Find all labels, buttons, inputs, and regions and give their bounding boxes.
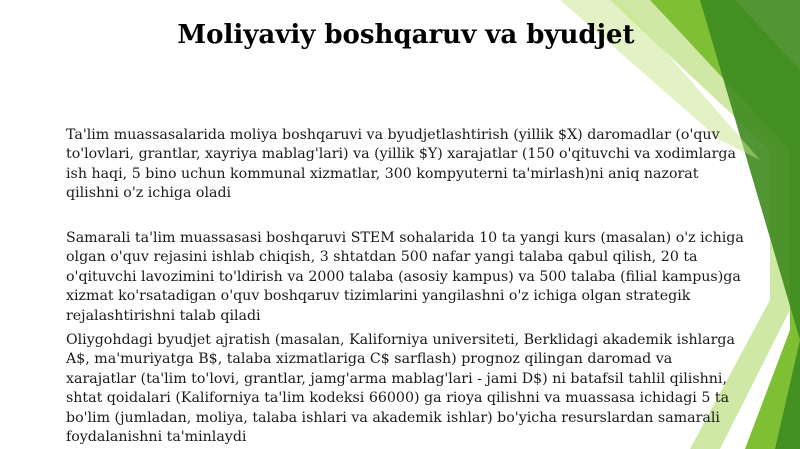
paragraph-1: Ta'lim muassasalarida moliya boshqaruvi va byudjetlashtirish (yillik $X) daromadlar (o'quv to'lovlari, grantlar, xayriya mablag'lari) va (yillik $Y) xarajatlar (150 o'qituvchi va xodimlarga ish haqi, 5 bino uchun kommunal xizmatlar, 300 kompyuterni ta'mirlash)ni aniq nazorat qilishni o'z ichiga oladi [66, 127, 736, 202]
slide-title: Moliyaviy boshqaruv va byudjet [177, 20, 635, 50]
paragraph-3: Oliygohdagi byudjet ajratish (masalan, Kaliforniya universiteti, Berklidagi akademik ishlarga A$, ma'muriyatga B$, talaba xizmatlariga C$ sarflash) prognoz qilingan daromad va xarajatlar (ta'lim to'lovi, grantlar, jamg'arma mablag'lari - jami D$) ni batafsil tahlil qilishni, shtat qoidalari (Kaliforniya ta'lim kodeksi 66000) ga rioya qilishni va muassasa ichidagi 5 ta bo'lim (jumladan, moliya, talaba ishlari va akademik ishlar) bo'yicha resurslardan samarali foydalanishni ta'minlaydi [66, 332, 735, 446]
paragraph-2: Samarali ta'lim muassasasi boshqaruvi STEM sohalarida 10 ta yangi kurs (masalan) o'z ichiga olgan o'quv rejasini ishlab chiqish, 3 shtatdan 500 nafar yangi talaba qabul qilish, 20 ta o'qituvchi lavozimini to'ldirish va 2000 talaba (asosiy kampus) va 500 talaba (filial kampus)ga xizmat ko'rsatadigan o'quv boshqaruv tizimlarini yangilashni o'z ichiga olgan strategik rejalashtirishni talab qiladi [66, 230, 744, 324]
